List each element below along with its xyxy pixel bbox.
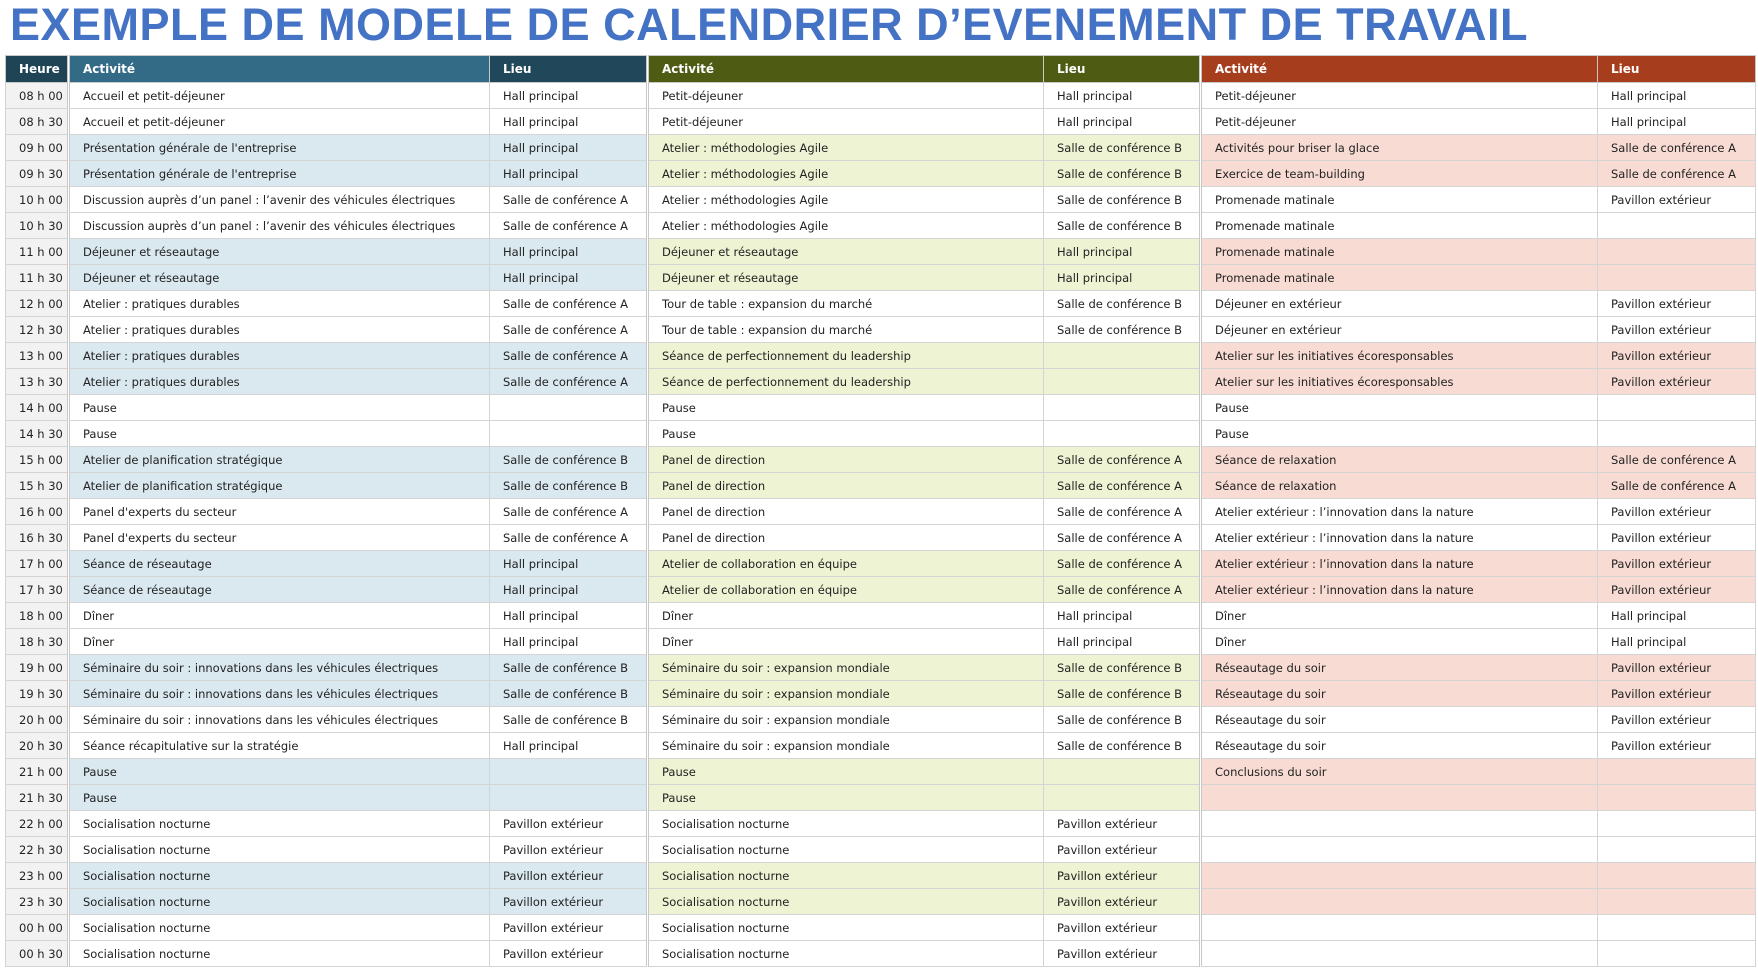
group2-location-cell[interactable] [1044, 369, 1201, 395]
group3-location-cell[interactable]: Pavillon extérieur [1598, 291, 1756, 317]
group2-activity-cell[interactable]: Déjeuner et réseautage [648, 265, 1044, 291]
table-row [6, 941, 1756, 967]
table-row [6, 681, 1756, 707]
time-cell[interactable]: 08 h 00 [6, 83, 69, 109]
group1-activity-cell[interactable]: Accueil et petit-déjeuner [69, 83, 490, 109]
table-row [6, 317, 1756, 343]
group3-activity-cell[interactable]: Séance de relaxation [1201, 447, 1598, 473]
group2-activity-cell[interactable]: Socialisation nocturne [648, 863, 1044, 889]
group2-activity-cell[interactable]: Atelier : méthodologies Agile [648, 187, 1044, 213]
group1-activity-cell[interactable]: Socialisation nocturne [69, 863, 490, 889]
group3-location-cell[interactable]: Pavillon extérieur [1598, 187, 1756, 213]
group3-location-cell[interactable] [1598, 811, 1756, 837]
time-cell[interactable]: 23 h 30 [6, 889, 69, 915]
group2-activity-cell[interactable]: Socialisation nocturne [648, 811, 1044, 837]
time-cell[interactable]: 10 h 00 [6, 187, 69, 213]
group2-location-cell[interactable]: Salle de conférence A [1044, 525, 1201, 551]
table-row [6, 707, 1756, 733]
group2-activity-cell[interactable]: Séance de perfectionnement du leadership [648, 369, 1044, 395]
group1-location-cell[interactable]: Hall principal [490, 265, 648, 291]
group2-location-cell[interactable]: Pavillon extérieur [1044, 863, 1201, 889]
header-group1-activity[interactable]: Activité [69, 56, 490, 83]
time-cell[interactable]: 14 h 00 [6, 395, 69, 421]
time-cell[interactable]: 12 h 00 [6, 291, 69, 317]
group1-activity-cell[interactable]: Atelier : pratiques durables [69, 369, 490, 395]
table-row [6, 785, 1756, 811]
group1-activity-cell[interactable]: Discussion auprès d’un panel : l’avenir des véhicules électriques [69, 213, 490, 239]
group3-activity-cell[interactable]: Déjeuner en extérieur [1201, 291, 1598, 317]
header-group3-location[interactable]: Lieu [1598, 56, 1756, 83]
group3-activity-cell[interactable]: Atelier extérieur : l’innovation dans la nature [1201, 551, 1598, 577]
group1-activity-cell[interactable]: Dîner [69, 629, 490, 655]
group1-location-cell[interactable]: Hall principal [490, 551, 648, 577]
group3-activity-cell[interactable] [1201, 889, 1598, 915]
group3-activity-cell[interactable]: Conclusions du soir [1201, 759, 1598, 785]
group3-activity-cell[interactable]: Atelier extérieur : l’innovation dans la nature [1201, 525, 1598, 551]
time-cell[interactable]: 20 h 00 [6, 707, 69, 733]
group2-location-cell[interactable]: Pavillon extérieur [1044, 811, 1201, 837]
table-row [6, 915, 1756, 941]
group3-location-cell[interactable]: Pavillon extérieur [1598, 551, 1756, 577]
group2-activity-cell[interactable]: Séance de perfectionnement du leadership [648, 343, 1044, 369]
group3-activity-cell[interactable]: Dîner [1201, 629, 1598, 655]
table-row [6, 759, 1756, 785]
group3-activity-cell[interactable]: Petit-déjeuner [1201, 109, 1598, 135]
group3-activity-cell[interactable]: Pause [1201, 421, 1598, 447]
time-cell[interactable]: 15 h 30 [6, 473, 69, 499]
group3-activity-cell[interactable]: Atelier sur les initiatives écoresponsables [1201, 343, 1598, 369]
group1-location-cell[interactable]: Salle de conférence A [490, 317, 648, 343]
group1-activity-cell[interactable]: Séance de réseautage [69, 577, 490, 603]
group2-activity-cell[interactable]: Tour de table : expansion du marché [648, 291, 1044, 317]
group3-location-cell[interactable]: Pavillon extérieur [1598, 577, 1756, 603]
group3-location-cell[interactable] [1598, 239, 1756, 265]
group2-activity-cell[interactable]: Panel de direction [648, 447, 1044, 473]
group1-location-cell[interactable] [490, 759, 648, 785]
group1-location-cell[interactable]: Hall principal [490, 109, 648, 135]
table-row [6, 109, 1756, 135]
group2-activity-cell[interactable]: Panel de direction [648, 525, 1044, 551]
group2-activity-cell[interactable]: Panel de direction [648, 499, 1044, 525]
group1-activity-cell[interactable]: Pause [69, 785, 490, 811]
group1-activity-cell[interactable]: Atelier de planification stratégique [69, 447, 490, 473]
time-cell[interactable]: 22 h 30 [6, 837, 69, 863]
group2-location-cell[interactable]: Salle de conférence B [1044, 161, 1201, 187]
group3-location-cell[interactable]: Hall principal [1598, 603, 1756, 629]
group3-location-cell[interactable] [1598, 759, 1756, 785]
group2-activity-cell[interactable]: Dîner [648, 603, 1044, 629]
group1-location-cell[interactable]: Salle de conférence A [490, 213, 648, 239]
group2-activity-cell[interactable]: Tour de table : expansion du marché [648, 317, 1044, 343]
group2-location-cell[interactable]: Salle de conférence B [1044, 733, 1201, 759]
group2-activity-cell[interactable]: Séminaire du soir : expansion mondiale [648, 681, 1044, 707]
time-cell[interactable]: 22 h 00 [6, 811, 69, 837]
time-cell[interactable]: 18 h 00 [6, 603, 69, 629]
group3-activity-cell[interactable]: Pause [1201, 395, 1598, 421]
group3-activity-cell[interactable]: Atelier extérieur : l’innovation dans la nature [1201, 577, 1598, 603]
group2-location-cell[interactable]: Salle de conférence A [1044, 447, 1201, 473]
time-cell[interactable]: 11 h 00 [6, 239, 69, 265]
group2-location-cell[interactable]: Salle de conférence B [1044, 317, 1201, 343]
group1-activity-cell[interactable]: Séminaire du soir : innovations dans les véhicules électriques [69, 655, 490, 681]
time-cell[interactable]: 23 h 00 [6, 863, 69, 889]
group2-location-cell[interactable]: Salle de conférence B [1044, 187, 1201, 213]
group1-activity-cell[interactable]: Déjeuner et réseautage [69, 239, 490, 265]
time-cell[interactable]: 11 h 30 [6, 265, 69, 291]
group3-activity-cell[interactable] [1201, 837, 1598, 863]
group2-activity-cell[interactable]: Socialisation nocturne [648, 941, 1044, 967]
group2-activity-cell[interactable]: Pause [648, 785, 1044, 811]
group3-location-cell[interactable] [1598, 213, 1756, 239]
header-row [6, 56, 1756, 83]
group2-location-cell[interactable]: Salle de conférence A [1044, 473, 1201, 499]
group1-location-cell[interactable]: Salle de conférence A [490, 187, 648, 213]
group1-activity-cell[interactable]: Socialisation nocturne [69, 941, 490, 967]
group1-activity-cell[interactable]: Socialisation nocturne [69, 889, 490, 915]
group2-location-cell[interactable] [1044, 395, 1201, 421]
table-row [6, 837, 1756, 863]
group3-activity-cell[interactable]: Atelier extérieur : l’innovation dans la nature [1201, 499, 1598, 525]
time-cell[interactable]: 15 h 00 [6, 447, 69, 473]
group2-activity-cell[interactable]: Atelier de collaboration en équipe [648, 551, 1044, 577]
header-time[interactable]: Heure [6, 56, 69, 83]
group2-location-cell[interactable]: Hall principal [1044, 603, 1201, 629]
group1-location-cell[interactable]: Salle de conférence A [490, 525, 648, 551]
group2-location-cell[interactable]: Salle de conférence A [1044, 577, 1201, 603]
group2-activity-cell[interactable]: Petit-déjeuner [648, 83, 1044, 109]
group2-location-cell[interactable]: Hall principal [1044, 109, 1201, 135]
group3-location-cell[interactable] [1598, 889, 1756, 915]
group3-activity-cell[interactable]: Séance de relaxation [1201, 473, 1598, 499]
table-row [6, 83, 1756, 109]
group1-location-cell[interactable]: Salle de conférence A [490, 343, 648, 369]
time-cell[interactable]: 19 h 00 [6, 655, 69, 681]
group2-location-cell[interactable]: Salle de conférence B [1044, 291, 1201, 317]
group1-location-cell[interactable]: Hall principal [490, 135, 648, 161]
group3-activity-cell[interactable]: Réseautage du soir [1201, 733, 1598, 759]
group2-activity-cell[interactable]: Socialisation nocturne [648, 837, 1044, 863]
table-row [6, 343, 1756, 369]
time-cell[interactable]: 16 h 00 [6, 499, 69, 525]
group2-location-cell[interactable]: Pavillon extérieur [1044, 837, 1201, 863]
group3-activity-cell[interactable]: Réseautage du soir [1201, 655, 1598, 681]
time-cell[interactable]: 09 h 30 [6, 161, 69, 187]
group2-activity-cell[interactable]: Séminaire du soir : expansion mondiale [648, 655, 1044, 681]
table-row [6, 499, 1756, 525]
time-cell[interactable]: 21 h 30 [6, 785, 69, 811]
time-cell[interactable]: 20 h 30 [6, 733, 69, 759]
group1-location-cell[interactable]: Hall principal [490, 577, 648, 603]
table-row [6, 161, 1756, 187]
group2-activity-cell[interactable]: Atelier de collaboration en équipe [648, 577, 1044, 603]
table-row [6, 421, 1756, 447]
group3-activity-cell[interactable] [1201, 915, 1598, 941]
group1-location-cell[interactable] [490, 395, 648, 421]
table-row [6, 551, 1756, 577]
group3-location-cell[interactable] [1598, 837, 1756, 863]
table-row [6, 447, 1756, 473]
group3-location-cell[interactable] [1598, 941, 1756, 967]
group1-activity-cell[interactable]: Déjeuner et réseautage [69, 265, 490, 291]
group2-location-cell[interactable]: Salle de conférence B [1044, 707, 1201, 733]
group3-location-cell[interactable]: Pavillon extérieur [1598, 681, 1756, 707]
time-cell[interactable]: 17 h 30 [6, 577, 69, 603]
group1-activity-cell[interactable]: Panel d'experts du secteur [69, 525, 490, 551]
group2-location-cell[interactable]: Salle de conférence B [1044, 655, 1201, 681]
group3-location-cell[interactable]: Hall principal [1598, 629, 1756, 655]
group2-activity-cell[interactable]: Dîner [648, 629, 1044, 655]
table-row [6, 135, 1756, 161]
group3-activity-cell[interactable]: Réseautage du soir [1201, 707, 1598, 733]
group3-activity-cell[interactable] [1201, 941, 1598, 967]
time-cell[interactable]: 19 h 30 [6, 681, 69, 707]
group3-location-cell[interactable]: Salle de conférence A [1598, 447, 1756, 473]
group1-activity-cell[interactable]: Atelier de planification stratégique [69, 473, 490, 499]
group2-location-cell[interactable]: Salle de conférence A [1044, 499, 1201, 525]
time-cell[interactable]: 13 h 30 [6, 369, 69, 395]
group1-location-cell[interactable]: Hall principal [490, 629, 648, 655]
group2-activity-cell[interactable]: Pause [648, 421, 1044, 447]
group2-location-cell[interactable]: Hall principal [1044, 629, 1201, 655]
group1-location-cell[interactable]: Salle de conférence B [490, 473, 648, 499]
group2-location-cell[interactable]: Salle de conférence B [1044, 681, 1201, 707]
group1-location-cell[interactable]: Pavillon extérieur [490, 811, 648, 837]
group1-location-cell[interactable]: Salle de conférence A [490, 369, 648, 395]
group2-location-cell[interactable]: Hall principal [1044, 265, 1201, 291]
group3-location-cell[interactable] [1598, 863, 1756, 889]
group3-location-cell[interactable]: Salle de conférence A [1598, 161, 1756, 187]
time-cell[interactable]: 18 h 30 [6, 629, 69, 655]
group3-location-cell[interactable]: Pavillon extérieur [1598, 499, 1756, 525]
group2-location-cell[interactable] [1044, 421, 1201, 447]
group3-activity-cell[interactable]: Atelier sur les initiatives écoresponsables [1201, 369, 1598, 395]
group3-activity-cell[interactable]: Promenade matinale [1201, 213, 1598, 239]
time-cell[interactable]: 13 h 00 [6, 343, 69, 369]
group2-location-cell[interactable]: Salle de conférence B [1044, 213, 1201, 239]
event-schedule-table [5, 55, 1756, 967]
header-group1-location[interactable]: Lieu [490, 56, 648, 83]
table-row [6, 889, 1756, 915]
group3-activity-cell[interactable] [1201, 811, 1598, 837]
group2-activity-cell[interactable]: Pause [648, 395, 1044, 421]
group3-activity-cell[interactable]: Promenade matinale [1201, 239, 1598, 265]
group1-activity-cell[interactable]: Socialisation nocturne [69, 837, 490, 863]
group1-activity-cell[interactable]: Présentation générale de l'entreprise [69, 135, 490, 161]
group3-activity-cell[interactable]: Promenade matinale [1201, 187, 1598, 213]
group2-location-cell[interactable] [1044, 785, 1201, 811]
group3-activity-cell[interactable]: Exercice de team-building [1201, 161, 1598, 187]
group3-location-cell[interactable]: Salle de conférence A [1598, 135, 1756, 161]
group2-activity-cell[interactable]: Séminaire du soir : expansion mondiale [648, 707, 1044, 733]
group3-activity-cell[interactable] [1201, 863, 1598, 889]
group2-activity-cell[interactable]: Pause [648, 759, 1044, 785]
group3-location-cell[interactable] [1598, 395, 1756, 421]
time-cell[interactable]: 09 h 00 [6, 135, 69, 161]
group3-location-cell[interactable] [1598, 915, 1756, 941]
group1-location-cell[interactable]: Salle de conférence A [490, 499, 648, 525]
time-cell[interactable]: 17 h 00 [6, 551, 69, 577]
group1-activity-cell[interactable]: Socialisation nocturne [69, 811, 490, 837]
table-row [6, 239, 1756, 265]
group1-location-cell[interactable]: Pavillon extérieur [490, 889, 648, 915]
table-row [6, 655, 1756, 681]
header-group2-location[interactable]: Lieu [1044, 56, 1201, 83]
group1-activity-cell[interactable]: Présentation générale de l'entreprise [69, 161, 490, 187]
table-row [6, 863, 1756, 889]
group1-activity-cell[interactable]: Accueil et petit-déjeuner [69, 109, 490, 135]
time-cell[interactable]: 00 h 30 [6, 941, 69, 967]
group3-location-cell[interactable]: Pavillon extérieur [1598, 369, 1756, 395]
table-row [6, 733, 1756, 759]
time-cell[interactable]: 00 h 00 [6, 915, 69, 941]
group3-location-cell[interactable]: Pavillon extérieur [1598, 707, 1756, 733]
group2-location-cell[interactable]: Pavillon extérieur [1044, 889, 1201, 915]
group3-location-cell[interactable]: Salle de conférence A [1598, 473, 1756, 499]
group2-location-cell[interactable] [1044, 759, 1201, 785]
group1-activity-cell[interactable]: Pause [69, 395, 490, 421]
group3-location-cell[interactable]: Pavillon extérieur [1598, 317, 1756, 343]
time-cell[interactable]: 21 h 00 [6, 759, 69, 785]
group2-activity-cell[interactable]: Séminaire du soir : expansion mondiale [648, 733, 1044, 759]
group3-location-cell[interactable]: Hall principal [1598, 83, 1756, 109]
group1-activity-cell[interactable]: Atelier : pratiques durables [69, 291, 490, 317]
group3-activity-cell[interactable]: Dîner [1201, 603, 1598, 629]
group2-activity-cell[interactable]: Panel de direction [648, 473, 1044, 499]
table-row [6, 369, 1756, 395]
table-row [6, 525, 1756, 551]
group1-location-cell[interactable]: Pavillon extérieur [490, 837, 648, 863]
table-row [6, 577, 1756, 603]
header-group2-activity[interactable]: Activité [648, 56, 1044, 83]
group1-activity-cell[interactable]: Pause [69, 759, 490, 785]
group2-activity-cell[interactable]: Socialisation nocturne [648, 889, 1044, 915]
group1-location-cell[interactable]: Pavillon extérieur [490, 941, 648, 967]
table-row [6, 629, 1756, 655]
time-cell[interactable]: 16 h 30 [6, 525, 69, 551]
page-title: EXEMPLE DE MODELE DE CALENDRIER D’EVENEMENT DE TRAVAIL [10, 0, 1528, 50]
group3-location-cell[interactable]: Pavillon extérieur [1598, 343, 1756, 369]
group1-location-cell[interactable]: Salle de conférence B [490, 707, 648, 733]
group2-activity-cell[interactable]: Petit-déjeuner [648, 109, 1044, 135]
group1-location-cell[interactable] [490, 785, 648, 811]
group1-activity-cell[interactable]: Séance de réseautage [69, 551, 490, 577]
group2-location-cell[interactable]: Pavillon extérieur [1044, 915, 1201, 941]
group1-activity-cell[interactable]: Atelier : pratiques durables [69, 343, 490, 369]
group3-location-cell[interactable]: Pavillon extérieur [1598, 733, 1756, 759]
table-row [6, 265, 1756, 291]
group1-location-cell[interactable]: Hall principal [490, 83, 648, 109]
group1-location-cell[interactable]: Salle de conférence B [490, 447, 648, 473]
group1-location-cell[interactable]: Hall principal [490, 161, 648, 187]
time-cell[interactable]: 14 h 30 [6, 421, 69, 447]
table-row [6, 395, 1756, 421]
group1-activity-cell[interactable]: Séminaire du soir : innovations dans les véhicules électriques [69, 681, 490, 707]
group1-location-cell[interactable]: Salle de conférence B [490, 655, 648, 681]
time-cell[interactable]: 08 h 30 [6, 109, 69, 135]
group3-location-cell[interactable] [1598, 421, 1756, 447]
table-row [6, 291, 1756, 317]
group1-location-cell[interactable]: Hall principal [490, 603, 648, 629]
group2-location-cell[interactable]: Hall principal [1044, 239, 1201, 265]
table-row [6, 473, 1756, 499]
group1-activity-cell[interactable]: Séminaire du soir : innovations dans les véhicules électriques [69, 707, 490, 733]
group1-location-cell[interactable] [490, 421, 648, 447]
group3-location-cell[interactable]: Hall principal [1598, 109, 1756, 135]
group2-activity-cell[interactable]: Atelier : méthodologies Agile [648, 161, 1044, 187]
group1-location-cell[interactable]: Salle de conférence A [490, 291, 648, 317]
group2-activity-cell[interactable]: Socialisation nocturne [648, 915, 1044, 941]
group3-location-cell[interactable]: Pavillon extérieur [1598, 525, 1756, 551]
header-group3-activity[interactable]: Activité [1201, 56, 1598, 83]
time-cell[interactable]: 10 h 30 [6, 213, 69, 239]
group1-activity-cell[interactable]: Panel d'experts du secteur [69, 499, 490, 525]
group2-activity-cell[interactable]: Atelier : méthodologies Agile [648, 213, 1044, 239]
group2-location-cell[interactable]: Salle de conférence B [1044, 135, 1201, 161]
group3-location-cell[interactable] [1598, 785, 1756, 811]
group2-activity-cell[interactable]: Atelier : méthodologies Agile [648, 135, 1044, 161]
group2-location-cell[interactable]: Salle de conférence A [1044, 551, 1201, 577]
time-cell[interactable]: 12 h 30 [6, 317, 69, 343]
table-row [6, 187, 1756, 213]
group1-location-cell[interactable]: Hall principal [490, 239, 648, 265]
group3-location-cell[interactable] [1598, 265, 1756, 291]
group1-location-cell[interactable]: Pavillon extérieur [490, 863, 648, 889]
group1-location-cell[interactable]: Pavillon extérieur [490, 915, 648, 941]
group2-location-cell[interactable]: Hall principal [1044, 83, 1201, 109]
group3-activity-cell[interactable]: Déjeuner en extérieur [1201, 317, 1598, 343]
group1-activity-cell[interactable]: Atelier : pratiques durables [69, 317, 490, 343]
table-row [6, 213, 1756, 239]
group1-location-cell[interactable]: Salle de conférence B [490, 681, 648, 707]
group3-activity-cell[interactable] [1201, 785, 1598, 811]
group1-activity-cell[interactable]: Pause [69, 421, 490, 447]
group1-activity-cell[interactable]: Discussion auprès d’un panel : l’avenir des véhicules électriques [69, 187, 490, 213]
group3-activity-cell[interactable]: Réseautage du soir [1201, 681, 1598, 707]
group2-location-cell[interactable] [1044, 343, 1201, 369]
group1-activity-cell[interactable]: Dîner [69, 603, 490, 629]
table-row [6, 811, 1756, 837]
group2-activity-cell[interactable]: Déjeuner et réseautage [648, 239, 1044, 265]
group1-activity-cell[interactable]: Séance récapitulative sur la stratégie [69, 733, 490, 759]
table-row [6, 603, 1756, 629]
group3-activity-cell[interactable]: Promenade matinale [1201, 265, 1598, 291]
group3-location-cell[interactable]: Pavillon extérieur [1598, 655, 1756, 681]
group2-location-cell[interactable]: Pavillon extérieur [1044, 941, 1201, 967]
group3-activity-cell[interactable]: Activités pour briser la glace [1201, 135, 1598, 161]
group3-activity-cell[interactable]: Petit-déjeuner [1201, 83, 1598, 109]
group1-location-cell[interactable]: Hall principal [490, 733, 648, 759]
group1-activity-cell[interactable]: Socialisation nocturne [69, 915, 490, 941]
